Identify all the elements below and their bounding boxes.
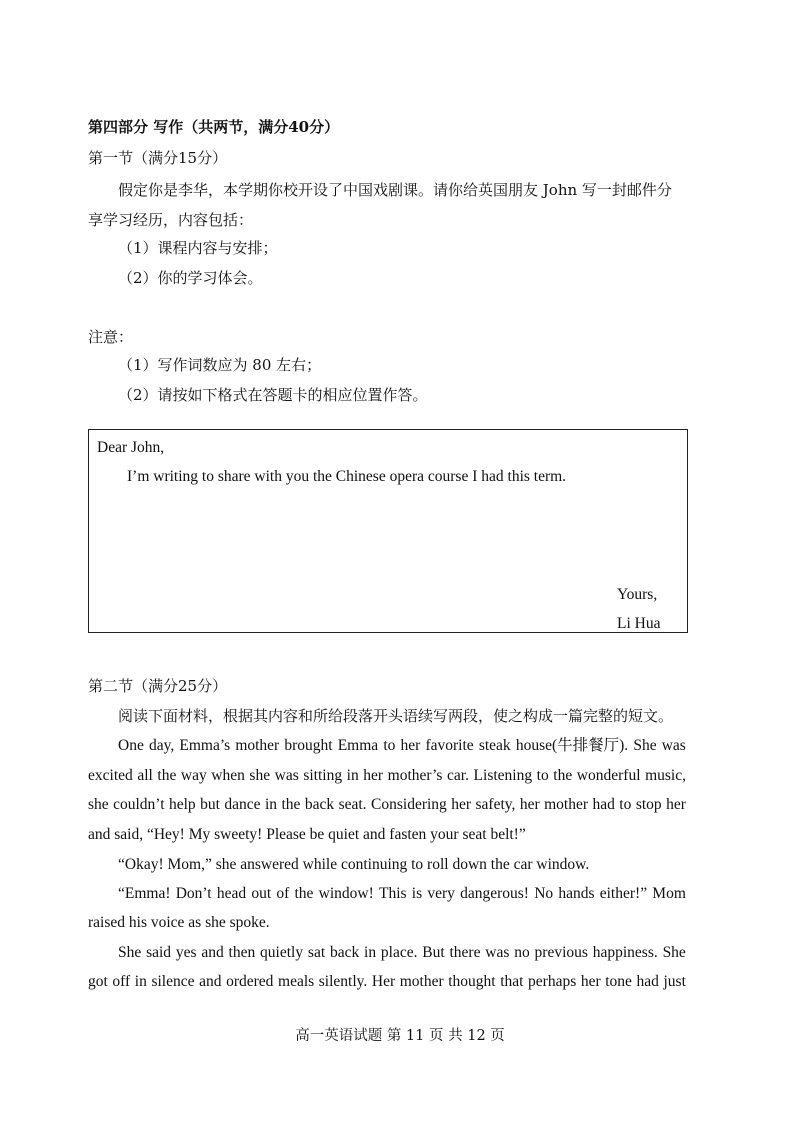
passage-line-6: [118, 884, 686, 904]
passage-word: very: [427, 885, 455, 902]
passage-word: brought: [284, 737, 333, 754]
passage-word: hands: [558, 885, 595, 902]
passage-line-2: [88, 766, 686, 786]
passage-word: to: [536, 767, 549, 784]
passage-word: mother: [399, 973, 444, 990]
section1-item-1: （1）课程内容与安排；: [118, 239, 278, 257]
passage-word: Emma’s: [179, 737, 231, 754]
notes-item-1: （1）写作词数应为 80 左右；: [118, 356, 322, 374]
notes-heading: 注意：: [88, 328, 134, 346]
passage-word: then: [228, 944, 256, 961]
passage-word: car.: [447, 767, 469, 784]
passage-word: dance: [224, 796, 261, 813]
passage-word: is: [411, 885, 423, 902]
passage-word: perhaps: [528, 973, 577, 990]
passage-word: back: [304, 796, 335, 813]
passage-word: She: [662, 944, 686, 961]
passage-word: excited: [88, 767, 133, 784]
passage-word: was: [661, 737, 686, 754]
passage-word: her: [519, 796, 540, 813]
passage-word: in: [134, 973, 147, 990]
passage-word: meals: [278, 973, 315, 990]
passage-word: all: [137, 767, 153, 784]
passage-word: One: [118, 737, 144, 754]
passage-word: in: [346, 767, 359, 784]
passage-word: yes: [175, 944, 197, 961]
section2-heading: 第二节（满分25分）: [88, 677, 228, 695]
passage-word: she: [88, 796, 109, 813]
notes-item-2: （2）请按如下格式在答题卡的相应位置作答。: [118, 386, 428, 404]
passage-word: her: [363, 767, 384, 784]
passage-word: just: [663, 973, 686, 990]
passage-word: stop: [635, 796, 662, 813]
passage-word: quietly: [260, 944, 304, 961]
passage-word: help: [168, 796, 196, 813]
passage-word: tone: [605, 973, 632, 990]
passage-word: window!: [318, 885, 374, 902]
page-footer: 高一英语试题 第 11 页 共 12 页: [295, 1028, 505, 1044]
section1-item-2: （2）你的学习体会。: [118, 269, 263, 287]
passage-word: happiness.: [592, 944, 658, 961]
passage-word: Emma: [337, 737, 379, 754]
passage-word: the: [553, 767, 573, 784]
passage-word: in: [364, 944, 377, 961]
passage-word: steak: [478, 737, 511, 754]
passage-word: favorite: [425, 737, 474, 754]
passage-word: her: [400, 737, 421, 754]
passage-word: safety,: [475, 796, 516, 813]
letter-closing: Yours,: [617, 586, 658, 603]
letter-opening: I’m writing to share with you the Chinese opera course I had this term.: [127, 468, 567, 485]
passage-word: This: [378, 885, 407, 902]
letter-signature: Li Hua: [617, 615, 661, 632]
passage-word: in: [264, 796, 278, 813]
passage-word: the: [157, 767, 177, 784]
passage-word: mother: [235, 737, 280, 754]
passage-word: that: [500, 973, 524, 990]
passage-word: had: [636, 973, 659, 990]
part-title: 第四部分 写作（共两节，满分40分）: [88, 118, 340, 136]
passage-word: her: [451, 796, 472, 813]
passage-word: No: [534, 885, 554, 902]
passage-word: either!”: [599, 885, 648, 902]
passage-line-5: “Okay! Mom,” she answered while continuing to roll down the car window.: [118, 856, 590, 873]
passage-word: Considering: [371, 796, 447, 813]
passage-word: day,: [148, 737, 175, 754]
passage-line-7: raised his voice as she spoke.: [88, 914, 270, 931]
passage-word: Listening: [473, 767, 533, 784]
passage-word: when: [211, 767, 245, 784]
passage-word: head: [216, 885, 247, 902]
passage-word: and: [201, 944, 224, 961]
passage-word: and: [199, 973, 222, 990]
passage-word: got: [88, 973, 108, 990]
passage-word: was: [485, 944, 510, 961]
passage-word: way: [180, 767, 207, 784]
passage-word: the: [281, 796, 301, 813]
section1-heading: 第一节（满分15分）: [88, 149, 228, 167]
passage-word: had: [592, 796, 615, 813]
section1-prompt-line2: 享学习经历，内容包括：: [88, 211, 254, 229]
passage-line-9: [88, 972, 686, 992]
passage-word: dangerous!: [460, 885, 529, 902]
passage-word: But: [422, 944, 445, 961]
letter-format-box: [88, 429, 688, 633]
passage-word: previous: [534, 944, 588, 961]
passage-word: of: [276, 885, 290, 902]
passage-word: said: [146, 944, 172, 961]
passage-word: thought: [448, 973, 496, 990]
passage-word: mother: [544, 796, 588, 813]
passage-word: Mom: [652, 885, 686, 902]
passage-word: but: [200, 796, 220, 813]
passage-word: ordered: [226, 973, 274, 990]
passage-word: “Emma!: [118, 885, 171, 902]
passage-word: silently.: [318, 973, 368, 990]
passage-line-1: [118, 736, 686, 756]
passage-word: house(牛排餐厅).: [515, 737, 629, 754]
passage-word: music,: [645, 767, 686, 784]
passage-word: silence: [151, 973, 195, 990]
passage-word: to: [619, 796, 632, 813]
passage-word: place.: [380, 944, 418, 961]
passage-word: was: [274, 767, 299, 784]
passage-line-4: and said, “Hey! My sweety! Please be quiet and fasten your seat belt!”: [88, 826, 526, 843]
passage-word: no: [514, 944, 530, 961]
passage-word: She: [118, 944, 142, 961]
passage-word: wonderful: [576, 767, 641, 784]
passage-word: She: [633, 737, 657, 754]
passage-word: back: [329, 944, 360, 961]
passage-word: there: [449, 944, 481, 961]
section1-prompt-line1: 假定你是李华，本学期你校开设了中国戏剧课。请你给英国朋友 John 写一封邮件分: [118, 181, 672, 199]
passage-word: Her: [371, 973, 396, 990]
passage-word: the: [294, 885, 314, 902]
passage-word: couldn’t: [113, 796, 165, 813]
passage-word: she: [249, 767, 271, 784]
passage-word: out: [251, 885, 272, 902]
passage-word: her: [580, 973, 601, 990]
passage-line-8: [118, 943, 686, 963]
passage-word: mother’s: [387, 767, 443, 784]
passage-word: seat.: [338, 796, 367, 813]
passage-word: her: [666, 796, 686, 813]
letter-greeting: Dear John,: [97, 439, 165, 456]
passage-line-3: [88, 795, 686, 815]
passage-word: Don’t: [175, 885, 212, 902]
passage-word: sat: [307, 944, 326, 961]
passage-word: off: [112, 973, 131, 990]
passage-word: to: [383, 737, 396, 754]
passage-word: sitting: [303, 767, 343, 784]
section2-instruction: 阅读下面材料，根据其内容和所给段落开头语续写两段，使之构成一篇完整的短文。: [118, 707, 674, 725]
